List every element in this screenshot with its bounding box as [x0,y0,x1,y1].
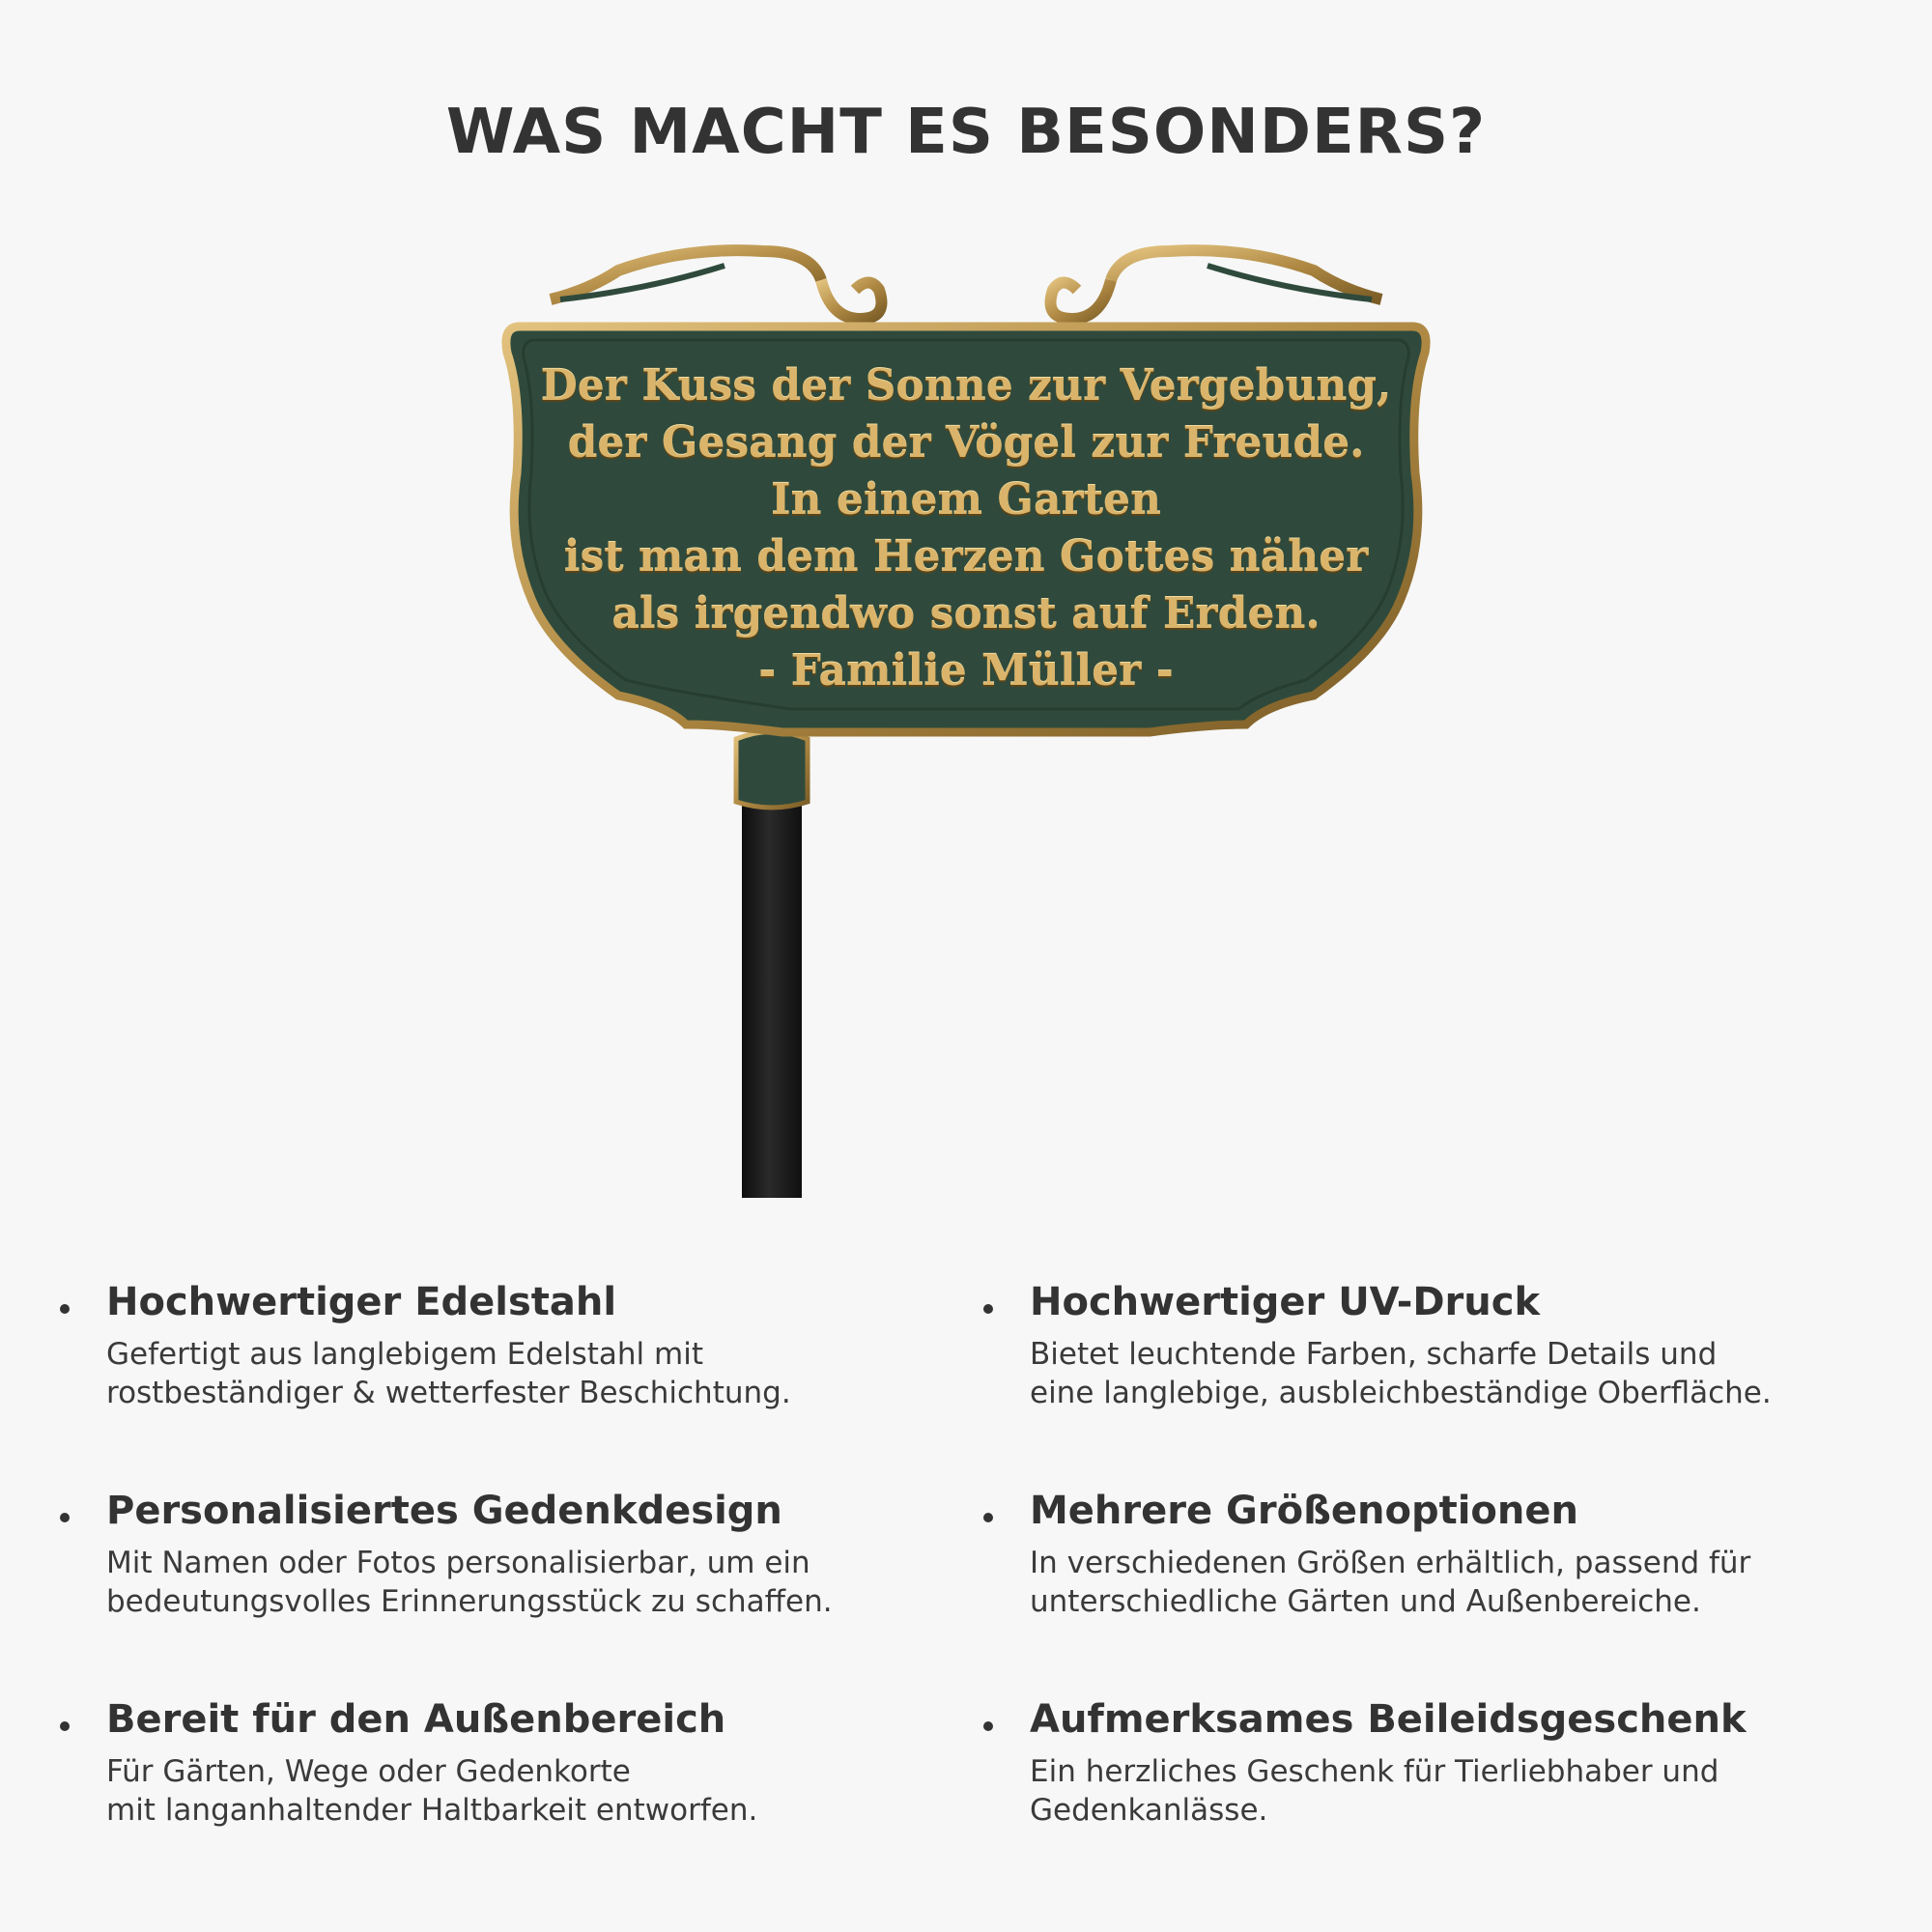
bullet-icon [983,1513,993,1522]
garden-plaque-image [473,222,1459,1208]
plaque-line: In einem Garten [770,475,1162,525]
feature-item [1030,1692,1899,1830]
bullet-icon [60,1513,70,1522]
feature-title: Mehrere Größenoptionen [1030,1489,1578,1533]
feature-description: Mit Namen oder Fotos personalisierbar, um ein bedeutungsvolles Erinnerungsstück zu schaffen. [106,1546,833,1619]
feature-description: Für Gärten, Wege oder Gedenkorte mit langanhaltender Haltbarkeit entworfen. [106,1754,758,1828]
bullet-icon [983,1304,993,1314]
stake-collar [736,732,808,809]
plaque-line: ist man dem Herzen Gottes näher [563,532,1369,582]
feature-title: Hochwertiger UV-Druck [1030,1280,1541,1324]
feature-item [1030,1484,1899,1621]
stake [742,773,802,1198]
plaque-line: der Gesang der Vögel zur Freude. [567,418,1365,468]
feature-item [106,1692,976,1830]
feature-title: Hochwertiger Edelstahl [106,1280,617,1324]
bullet-icon [60,1721,70,1731]
feature-description: Bietet leuchtende Farben, scharfe Details und eine langlebige, ausbleichbeständige Oberfläche. [1030,1337,1772,1410]
bullet-icon [60,1304,70,1314]
feature-title: Aufmerksames Beileidsgeschenk [1030,1697,1747,1742]
feature-title: Bereit für den Außenbereich [106,1697,726,1742]
feature-list [0,1265,1932,1864]
plaque-signature: - Familie Müller - [758,646,1174,696]
plaque-line: Der Kuss der Sonne zur Vergebung, [540,361,1392,411]
feature-item [106,1484,976,1621]
feature-item [1030,1275,1899,1412]
feature-description: In verschiedenen Größen erhältlich, passend für unterschiedliche Gärten und Außenbereiche. [1030,1546,1751,1619]
page-title: WAS MACHT ES BESONDERS? [445,97,1487,168]
feature-title: Personalisiertes Gedenkdesign [106,1489,782,1533]
bullet-icon [983,1721,993,1731]
feature-item [106,1275,976,1412]
feature-description: Gefertigt aus langlebigem Edelstahl mit rostbeständiger & wetterfester Beschichtung. [106,1337,791,1410]
plaque-inscription [531,357,1401,699]
plaque-line: als irgendwo sonst auf Erden. [611,589,1321,639]
feature-description: Ein herzliches Geschenk für Tierliebhaber und Gedenkanlässe. [1030,1754,1719,1828]
